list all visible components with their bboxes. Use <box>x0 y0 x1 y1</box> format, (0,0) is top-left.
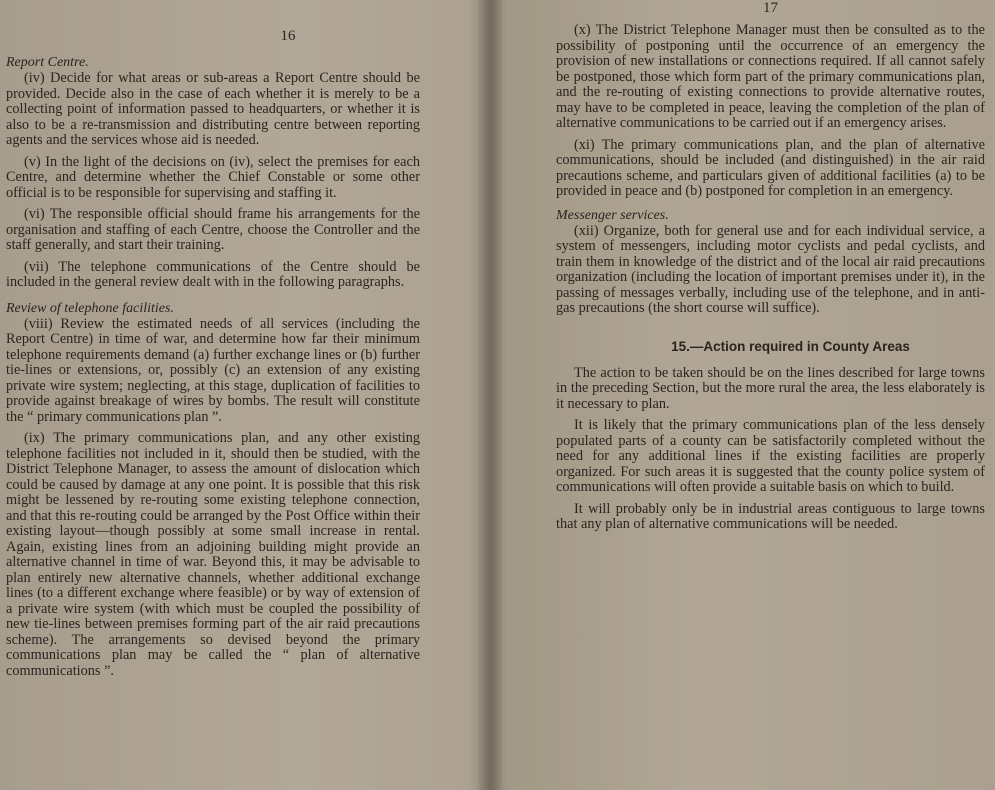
heading-messenger-services: Messenger services. <box>556 207 669 223</box>
left-page <box>0 0 480 790</box>
section-title: 15.—Action required in County Areas <box>671 338 910 354</box>
paragraph-iv: (iv) Decide for what areas or sub-areas a Report Centre should be provided. Decide also in the case of each whether it is merely to be a collecting point of information passed to headquarters, or whether it is also to be a re-transmission and distributing centre between reporting agents and the services whose aid is needed. <box>6 70 420 148</box>
paragraph-ix: (ix) The primary communications plan, and any other existing telephone facilities not included in it, should then be studied, with the District Telephone Manager, to assess the amount of dislocation which could be caused by damage at any one point. It is possible that this risk might be lessened by re-routing some existing telephone connection, and that this re-routing could be arranged by the Post Office within their existing layout—though possibly at some small increase in rental. Again, existing lines from an adjoining building might provide an alternative channel in time of war. Beyond this, it may be advisable to plan entirely new alternative channels, whether additional exchange lines (to a different exchange where feasible) or by way of extension of a private wire system (with which must be coupled the possibility of new tie-lines between premises forming part of the air raid precautions scheme). The arrangements so devised beyond the primary communications plan may be called the “ plan of alternative communications ”. <box>6 430 420 679</box>
paragraph-xii: (xii) Organize, both for general use and for each individual service, a system of messengers, including motor cyclists and pedal cyclists, and train them in knowledge of the district and of the local air raid precautions organization (including the location of important premises under it), in the passing of messages verbally, including use of the telephone, and in anti-gas precautions (the short course will suffice). <box>556 222 985 316</box>
paragraph-vii: (vii) The telephone communications of the Centre should be included in the general review dealt with in the following paragraphs. <box>6 258 420 290</box>
page-number: 16 <box>280 28 296 44</box>
paragraph-county-3: It will probably only be in industrial areas contiguous to large towns that any plan of alternative communications will be needed. <box>556 500 985 532</box>
paragraph-county-1: The action to be taken should be on the lines described for large towns in the preceding Section, but the more rural the area, the less elaborately is it necessary to plan. <box>556 364 985 412</box>
paragraph-vi: (vi) The responsible official should frame his arrangements for the organisation and staffing of each Centre, choose the Controller and the staff generally, and start their training. <box>6 206 420 253</box>
paragraph-county-2: It is likely that the primary communications plan of the less densely populated parts of a county can be satisfactorily completed without the need for any additional lines if the existing facilities are properly organized. For such areas it is suggested that the county police system of communications will often provide a suitable basis on which to build. <box>556 417 985 495</box>
book-gutter <box>478 0 502 790</box>
right-page <box>500 0 995 790</box>
paragraph-v: (v) In the light of the decisions on (iv), select the premises for each Centre, and determine whether the Chief Constable or some other official is to be responsible for supervising and staffing it. <box>6 153 420 201</box>
paragraph-xi: (xi) The primary communications plan, and the plan of alternative communications, should be included (and distinguished) in the air raid precautions scheme, and particulars given of additional facilities (a) to be provided in peace and (b) postponed for completion in an emergency. <box>556 136 985 199</box>
heading-review-telephone: Review of telephone facilities. <box>6 300 174 316</box>
heading-report-centre: Report Centre. <box>6 55 89 70</box>
page-number: 17 <box>763 0 778 16</box>
paragraph-x: (x) The District Telephone Manager must then be consulted as to the possibility of postponing until the occurrence of an emergency the provision of new installations or connections required. If all cannot safely be postponed, those which form part of the primary communications plan, and the re-routing of existing connections to provide alternative routes, may have to be completed in peace, leaving the completion of the plan of alternative communications to be carried out if an emergency arises. <box>556 22 985 131</box>
paragraph-viii: (viii) Review the estimated needs of all services (including the Report Centre) in time of war, and determine how far their minimum telephone requirements demand (a) further exchange lines or (b) further tie-lines or extensions, or, possibly (c) an extension of any existing private wire system; neglecting, at this stage, duplication of facilities to provide against breakage of wires by bombs. The result will constitute the “ primary communications plan ”. <box>6 315 420 425</box>
